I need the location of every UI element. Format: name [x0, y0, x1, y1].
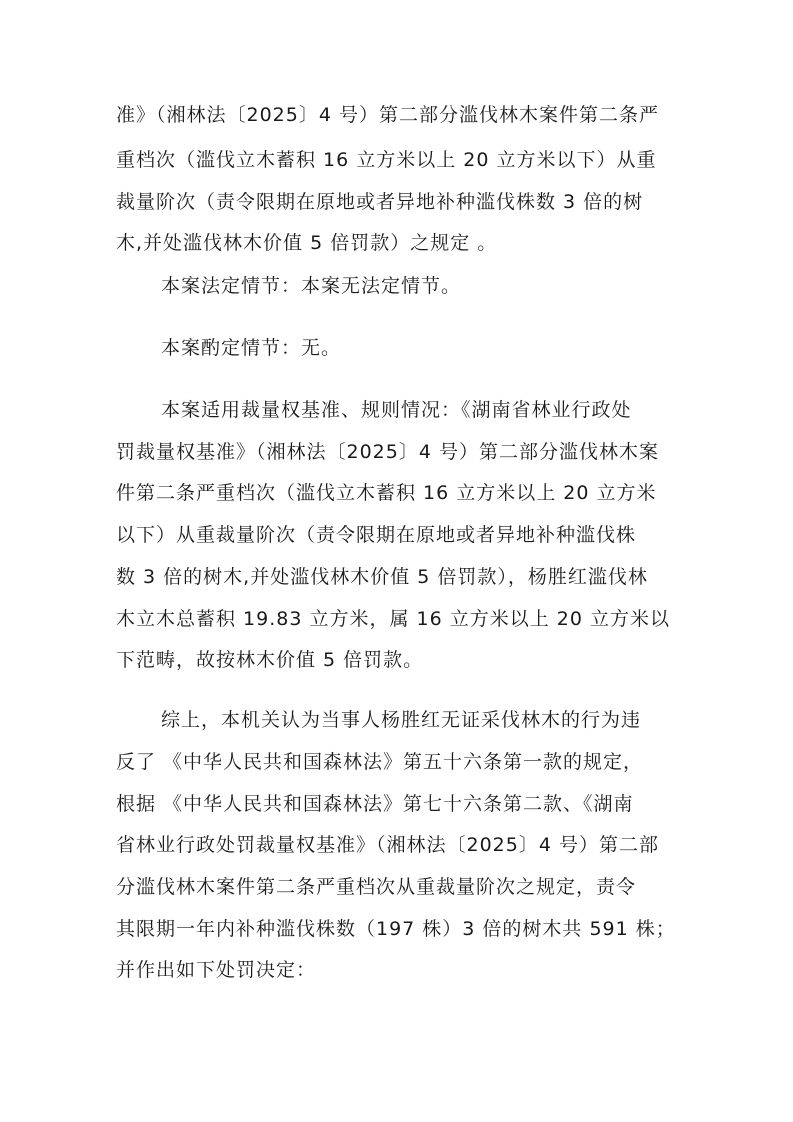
text-line: 件第二条严重档次（滥伐立木蓄积 16 立方米以上 20 立方米	[116, 482, 657, 504]
text-line: 省林业行政处罚裁量权基准》（湘林法〔2025〕4 号）第二部	[116, 834, 659, 856]
text-line: 其限期一年内补种滥伐株数（197 株）3 倍的树木共 591 株；	[116, 918, 676, 940]
text-line: 分滥伐林木案件第二条严重档次从重裁量阶次之规定，责令	[116, 876, 637, 898]
text-line: 木,并处滥伐林木价值 5 倍罚款）之规定 。	[116, 232, 498, 254]
text-line: 以下）从重裁量阶次（责令限期在原地或者异地补种滥伐株	[116, 524, 637, 546]
text-line: 反了 《中华人民共和国森林法》第五十六条第一款的规定，	[116, 751, 644, 773]
text-line: 重档次（滥伐立木蓄积 16 立方米以上 20 立方米以下）从重	[116, 149, 657, 171]
text-line: 裁量阶次（责令限期在原地或者异地补种滥伐株数 3 倍的树	[116, 191, 644, 213]
text-line: 木立木总蓄积 19.83 立方米，属 16 立方米以上 20 立方米以	[116, 608, 670, 630]
text-line: 数 3 倍的树木,并处滥伐林木价值 5 倍罚款），杨胜红滥伐林	[116, 566, 648, 588]
text-line: 本案法定情节：本案无法定情节。	[161, 275, 462, 297]
text-line: 根据 《中华人民共和国森林法》第七十六条第二款、《湖南	[116, 793, 634, 815]
text-line: 综上，本机关认为当事人杨胜红无证采伐林木的行为违	[161, 709, 642, 731]
text-line: 本案酌定情节：无。	[161, 337, 342, 359]
text-line: 下范畴，故按林木价值 5 倍罚款。	[116, 649, 424, 671]
text-line: 并作出如下处罚决定：	[116, 959, 317, 981]
text-line: 本案适用裁量权基准、规则情况：《湖南省林业行政处	[161, 399, 632, 421]
text-line: 罚裁量权基准》（湘林法〔2025〕4 号）第二部分滥伐林木案	[116, 441, 659, 463]
text-line: 准》（湘林法〔2025〕4 号）第二部分滥伐林木案件第二条严	[116, 104, 659, 126]
